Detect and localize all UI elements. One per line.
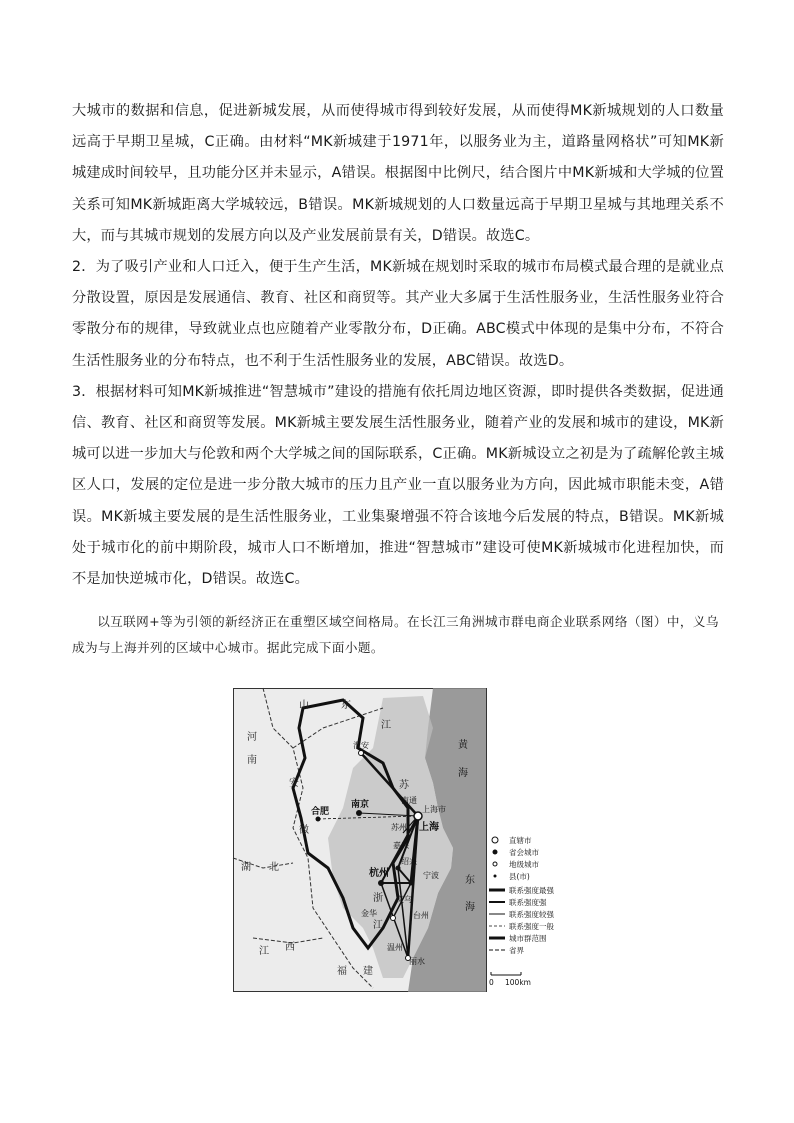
legend-label: 直辖市 — [509, 836, 532, 845]
province-label: 建 — [363, 966, 373, 977]
province-label: 徽 — [299, 825, 309, 836]
city-label: 绍兴 — [401, 857, 417, 866]
province-label: 江 — [259, 946, 269, 957]
city-label: 宁波 — [423, 871, 439, 880]
legend-label: 联系强度一般 — [509, 922, 554, 931]
province-label: 河 — [247, 732, 257, 743]
city-label: 嘉兴 — [393, 841, 409, 850]
scale-label: 0 — [489, 978, 494, 987]
answer-paragraph-1: 大城市的数据和信息，促进新城发展，从而使得城市得到较好发展，从而使得MK新城规划的人口数量远高于早期卫星城，C正确。由材料“MK新城建于1971年，以服务业为主，道路量网格状”可知MK新城建成时间较早，且功能分区并未显示，A错误。根据图中比例尺，结合图片中MK新城和大学城的位置关系可知MK新城距离大学城较远，B错误。MK新城规划的人口数量远高于早期卫星城与其地理关系不大，而与其城市规划的发展方向以及产业发展前景有关，D错误。故选C。 — [72, 103, 724, 244]
city-label: 上海 — [419, 822, 439, 833]
city-label: 淮安 — [353, 741, 369, 750]
province-label: 西 — [285, 942, 295, 953]
city-label: 苏州 — [391, 823, 407, 832]
province-label: 福 — [337, 966, 347, 977]
scale-label: 100km — [505, 978, 531, 987]
province-label: 山 — [299, 700, 309, 711]
city-label: 台州 — [413, 911, 429, 920]
province-label: 北 — [269, 862, 279, 873]
sea-label: 黄 — [458, 740, 468, 751]
city-label: 金华 — [361, 909, 377, 918]
legend-label: 联系强度较强 — [509, 910, 554, 919]
province-label: 江 — [373, 920, 383, 931]
city-label: 丽水 — [409, 957, 425, 966]
legend-label: 县(市) — [509, 872, 530, 881]
city-label: 杭州 — [369, 868, 389, 879]
yangtze-delta-map — [233, 688, 554, 996]
map-legend — [489, 835, 554, 987]
legend-label: 省会城市 — [509, 848, 539, 857]
province-label: 安 — [289, 778, 299, 789]
legend-label: 联系强度强 — [509, 898, 547, 907]
province-label: 东 — [341, 700, 351, 711]
city-label: 合肥 — [311, 807, 330, 817]
province-label: 浙 — [373, 893, 383, 904]
sea-label: 东 — [465, 875, 475, 886]
city-label: 南通 — [401, 796, 417, 805]
city-label: 南京 — [351, 800, 370, 810]
city-label: 义乌 — [396, 895, 412, 904]
sea-label: 海 — [458, 768, 468, 779]
answer-paragraph-3: 3．根据材料可知MK新城推进“智慧城市”建设的措施有依托周边地区资源，即时提供各类数据，促进通信、教育、社区和商贸等发展。MK新城主要发展生活性服务业，随着产业的发展和城市的建设，MK新城可以进一步加大与伦敦和两个大学城之间的国际联系，C正确。MK新城设立之初是为了疏解伦敦主城区人口，发展的定位是进一步分散大城市的压力且产业一直以服务业为方向，因此城市职能未变，A错误。MK新城主要发展的是生活性服务业，工业集聚增强不符合该地今后发展的特点，B错误。MK新城处于城市化的前中期阶段，城市人口不断增加，推进“智慧城市”建设可使MK新城城市化进程加快，而不是加快逆城市化，D错误。故选C。 — [72, 383, 724, 588]
question-stem: 以互联网+等为引领的新经济正在重塑区域空间格局。在长江三角洲城市群电商企业联系网络（图）中，义乌成为与上海并列的区域中心城市。据此完成下面小题。 — [72, 614, 719, 656]
province-label: 苏 — [399, 780, 409, 791]
province-label: 湖 — [241, 862, 251, 873]
map-figure — [233, 688, 554, 996]
sea-label: 海 — [465, 902, 475, 913]
province-label: 南 — [247, 755, 257, 766]
legend-label: 城市群范围 — [509, 934, 547, 943]
legend-label: 联系强度最强 — [509, 886, 554, 895]
city-label: 上海市 — [422, 805, 446, 814]
province-label: 江 — [381, 720, 391, 731]
legend-label: 省界 — [509, 946, 524, 955]
legend-label: 地级城市 — [509, 860, 539, 869]
answer-paragraph-2: 2．为了吸引产业和人口迁入，便于生产生活，MK新城在规划时采取的城市布局模式最合理的是就业点分散设置，原因是发展通信、教育、社区和商贸等。其产业大多属于生活性服务业，生活性服务业符合零散分布的规律，导致就业点也应随着产业零散分布，D正确。ABC模式中体现的是集中分布，不符合生活性服务业的分布特点，也不利于生活性服务业的发展，ABC错误。故选D。 — [72, 259, 724, 369]
city-label: 温州 — [387, 943, 403, 952]
page-content — [72, 96, 724, 661]
